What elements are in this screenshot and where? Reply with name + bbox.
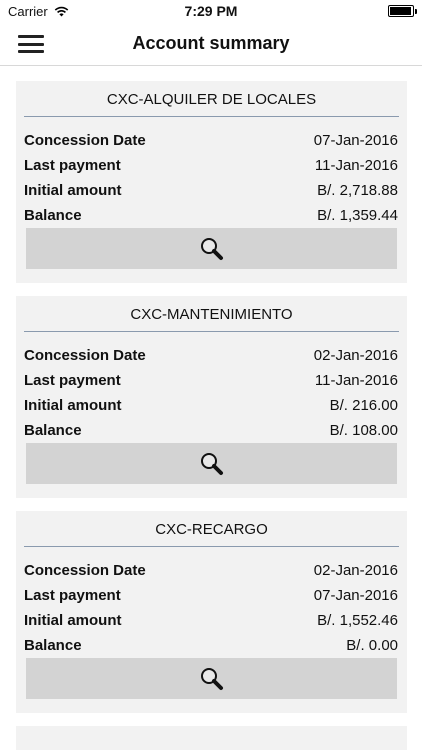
- view-details-button[interactable]: [26, 658, 397, 699]
- last-payment-label: Last payment: [24, 371, 121, 389]
- navigation-bar: [0, 22, 422, 66]
- balance-row: [24, 204, 398, 226]
- concession-date-label: Concession Date: [24, 131, 146, 149]
- page-title: Account summary: [132, 33, 290, 53]
- initial-amount-value: B/. 2,718.88: [317, 181, 398, 199]
- last-payment-value: 07-Jan-2016: [313, 586, 398, 604]
- view-details-button[interactable]: [26, 443, 397, 484]
- last-payment-label: Last payment: [24, 586, 121, 604]
- balance-value: B/. 108.00: [329, 421, 398, 439]
- balance-label: Balance: [24, 206, 82, 224]
- last-payment-value: 11-Jan-2016: [314, 371, 398, 389]
- concession-date-row: [24, 129, 398, 151]
- initial-amount-value: B/. 1,552.46: [317, 611, 398, 629]
- magnifier-icon: [199, 666, 225, 692]
- account-title: CXC-ALQUILER DE LOCALES: [24, 87, 399, 117]
- initial-amount-label: Initial amount: [24, 611, 122, 629]
- account-title: CXC-MANTENIMIENTO: [24, 302, 399, 332]
- account-card-partial: [16, 726, 407, 750]
- balance-row: [24, 634, 398, 656]
- account-title: CXC-RECARGO: [24, 517, 399, 547]
- initial-amount-row: [24, 179, 398, 201]
- account-list[interactable]: [0, 67, 422, 750]
- view-details-button[interactable]: [26, 228, 397, 269]
- hamburger-menu-icon[interactable]: [18, 33, 44, 55]
- balance-label: Balance: [24, 421, 82, 439]
- initial-amount-value: B/. 216.00: [329, 396, 398, 414]
- status-time: 7:29 PM: [184, 3, 238, 19]
- carrier-label: Carrier: [8, 3, 48, 19]
- concession-date-label: Concession Date: [24, 346, 146, 364]
- magnifier-icon: [199, 236, 225, 262]
- concession-date-value: 02-Jan-2016: [313, 346, 398, 364]
- balance-row: [24, 419, 398, 441]
- initial-amount-label: Initial amount: [24, 181, 122, 199]
- last-payment-row: [24, 154, 398, 176]
- balance-value: B/. 1,359.44: [317, 206, 398, 224]
- last-payment-label: Last payment: [24, 156, 121, 174]
- last-payment-value: 11-Jan-2016: [314, 156, 398, 174]
- balance-label: Balance: [24, 636, 82, 654]
- balance-value: B/. 0.00: [346, 636, 398, 654]
- account-card: [16, 81, 407, 283]
- last-payment-row: [24, 584, 398, 606]
- initial-amount-label: Initial amount: [24, 396, 122, 414]
- status-bar: [0, 0, 422, 22]
- last-payment-row: [24, 369, 398, 391]
- magnifier-icon: [199, 451, 225, 477]
- initial-amount-row: [24, 609, 398, 631]
- concession-date-row: [24, 559, 398, 581]
- battery-icon: [388, 5, 414, 17]
- concession-date-label: Concession Date: [24, 561, 146, 579]
- concession-date-value: 02-Jan-2016: [313, 561, 398, 579]
- account-card: [16, 511, 407, 713]
- account-card: [16, 296, 407, 498]
- initial-amount-row: [24, 394, 398, 416]
- concession-date-value: 07-Jan-2016: [313, 131, 398, 149]
- concession-date-row: [24, 344, 398, 366]
